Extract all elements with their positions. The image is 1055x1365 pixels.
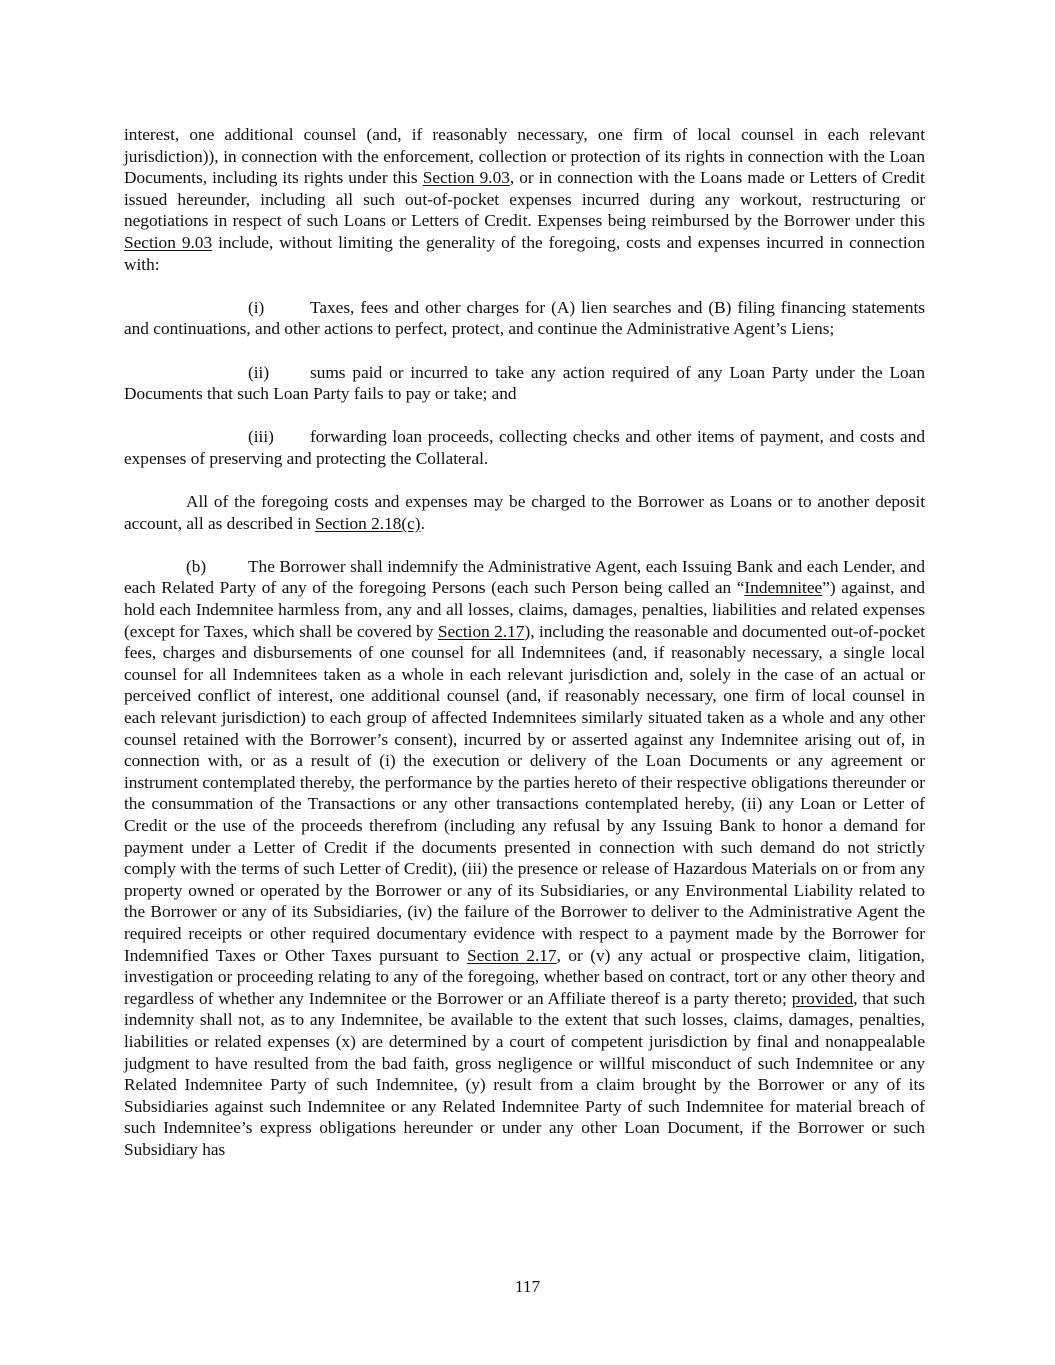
section-number: (b) <box>186 556 207 576</box>
paragraph-foregoing <box>124 491 925 534</box>
paragraph-b <box>124 556 925 1161</box>
section-reference-link[interactable]: Section 9.03 <box>124 232 213 252</box>
paragraph-text: The Borrower shall indemnify the Administrative Agent, each Issuing Bank and each Lender, and each Related Party of any of the foregoing Persons (each such Person being called an “ <box>124 556 925 598</box>
paragraph-text: ), including the reasonable and documented out-of-pocket fees, charges and disbursements of one counsel for all Indemnitees (and, if reasonably necessary, a single local counsel for all Indemnitees taken as a whole in each relevant jurisdiction and, solely in the case of an actual or perceived conflict of interest, one additional counsel (and, if reasonably necessary, one firm of local counsel in each relevant jurisdiction) to each group of affected Indemnitees similarly situated taken as a whole and any other counsel retained with the Borrower’s consent), incurred by or asserted against any Indemnitee arising out of, in connection with, or as a result of (i) the execution or delivery of the Loan Documents or any agreement or instrument contemplated thereby, the performance by the parties hereto of their respective obligations thereunder or the consummation of the Transactions or any other transactions contemplated hereby, (ii) any Loan or Letter of Credit or the use of the proceeds therefrom (including any refusal by any Issuing Bank to honor a demand for payment under a Letter of Credit if the documents presented in connection with such demand do not strictly comply with the terms of such Letter of Credit), (iii) the presence or release of Hazardous Materials on or from any property owned or operated by the Borrower or any of its Subsidiaries, or any Environmental Liability related to the Borrower or any of its Subsidiaries, (iv) the failure of the Borrower to deliver to the Administrative Agent the required receipts or other required documentary evidence with respect to a payment made by the Borrower for Indemnified Taxes or Other Taxes pursuant to <box>124 621 925 965</box>
list-item-i <box>124 297 925 340</box>
section-reference-link[interactable]: Section 2.17 <box>437 621 525 641</box>
page-number: 117 <box>514 1277 541 1296</box>
paragraph-text: , or in connection with the Loans made or Letters of Credit issued hereunder, including all such out-of-pocket expenses incurred during any workout, restructuring or negotiations in respect of such Loans or Letters of Credit. Expenses being reimbursed by the Borrower under this <box>124 168 925 231</box>
defined-term: Indemnitee <box>744 578 823 598</box>
list-item-iii <box>124 426 925 469</box>
section-reference-link[interactable]: Section 2.18(c) <box>314 513 421 533</box>
paragraph-text: include, without limiting the generality of the foregoing, costs and expenses incurred in connection with: <box>124 232 925 274</box>
item-text: Taxes, fees and other charges for (A) lien searches and (B) filing financing statements and continuations, and other actions to perfect, protect, and continue the Administrative Agent’s Liens; <box>124 297 925 339</box>
item-number: (i) <box>248 297 265 317</box>
paragraph-text: ”) against, and hold each Indemnitee harmless from, any and all losses, claims, damages, penalties, liabilities and related expenses (except for Taxes, which shall be covered by <box>124 578 925 641</box>
section-reference-link[interactable]: Section 2.17 <box>467 945 557 965</box>
list-item-ii <box>124 362 925 405</box>
item-text: sums paid or incurred to take any action required of any Loan Party under the Loan Documents that such Loan Party fails to pay or take; and <box>124 362 925 404</box>
item-number: (ii) <box>248 362 270 382</box>
item-text: forwarding loan proceeds, collecting checks and other items of payment, and costs and expenses of preserving and protecting the Collateral. <box>124 427 925 468</box>
paragraph-text: , that such indemnity shall not, as to any Indemnitee, be available to the extent that such losses, claims, damages, penalties, liabilities or related expenses (x) are determined by a court of competent jurisdiction by final and nonappealable judgment to have resulted from the bad faith, gross negligence or willful misconduct of such Indemnitee or any Related Indemnitee Party of such Indemnitee, (y) result from a claim brought by the Borrower or any of its Subsidiaries against such Indemnitee or any Related Indemnitee Party of such Indemnitee for material breach of such Indemnitee’s express obligations hereunder or under any other Loan Document, if the Borrower or such Subsidiary has <box>124 988 925 1159</box>
paragraph-text: , or (v) any actual or prospective claim, litigation, investigation or proceeding relating to any of the foregoing, whether based on contract, tort or any other theory and regardless of whether any Indemnitee or the Borrower or an Affiliate thereof is a party thereto; <box>124 945 925 1008</box>
paragraph-text: interest, one additional counsel (and, if reasonably necessary, one firm of local counsel in each relevant jurisdiction)), in connection with the enforcement, collection or protection of its rights in connection with the Loan Documents, including its rights under this <box>124 125 925 188</box>
paragraph-text: All of the foregoing costs and expenses may be charged to the Borrower as Loans or to another deposit account, all as described in <box>124 492 925 533</box>
item-number: (iii) <box>248 427 274 447</box>
proviso-term: provided <box>791 988 854 1008</box>
paragraph-text: . <box>420 513 425 533</box>
section-reference-link[interactable]: Section 9.03 <box>422 168 510 188</box>
paragraph-continuation <box>124 124 925 275</box>
document-page <box>124 124 925 1161</box>
